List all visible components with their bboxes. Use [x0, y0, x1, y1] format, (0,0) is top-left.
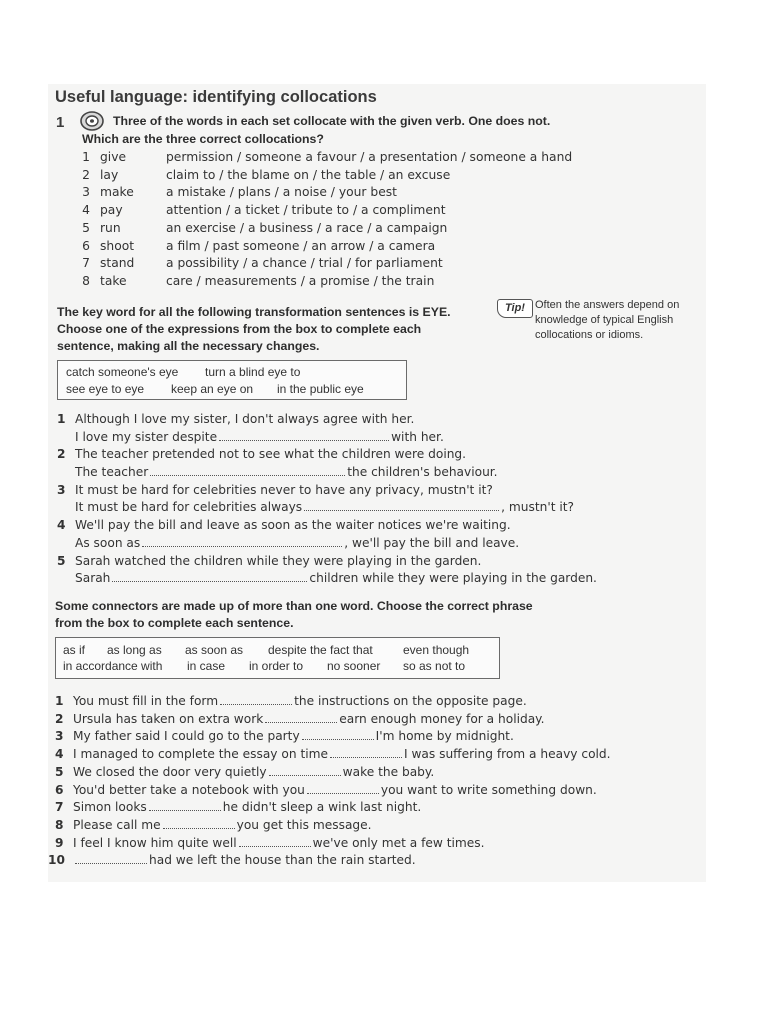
item-verb: stand — [100, 256, 135, 271]
sentence-start: We closed the door very quietly — [73, 764, 267, 779]
item-number: 6 — [82, 238, 90, 253]
answer-blank[interactable] — [220, 694, 292, 705]
sentence-end: the children's behaviour. — [347, 464, 498, 479]
sentence-start: I feel I know him quite well — [73, 835, 237, 850]
sentence-start: You must fill in the form — [73, 694, 219, 708]
sentence-number: 9 — [55, 835, 64, 850]
answer-blank[interactable] — [239, 836, 311, 847]
answer-blank[interactable] — [219, 430, 389, 441]
item-options: a mistake / plans / a noise / your best — [166, 185, 397, 200]
sentence-end: we've only met a few times. — [312, 835, 485, 850]
expression-option: in the public eye — [277, 382, 364, 396]
sentence-start: My father said I could go to the party — [73, 729, 300, 744]
sentence-end: I was suffering from a heavy cold. — [403, 747, 611, 762]
exercise-3-instruction-line1: Some connectors are made up of more than one word. Choose the correct phrase — [55, 599, 533, 613]
sentence-number: 1 — [55, 694, 64, 708]
connector-sentence — [73, 783, 597, 797]
sentence-end: , mustn't it? — [501, 500, 574, 515]
sentence-start: Ursula has taken on extra work — [73, 711, 264, 726]
item-verb: make — [100, 185, 134, 200]
answer-blank[interactable] — [149, 800, 221, 811]
item-options: attention / a ticket / tribute to / a compliment — [166, 203, 446, 218]
answer-blank[interactable] — [269, 765, 341, 776]
answer-blank[interactable] — [330, 747, 402, 758]
item-number: 8 — [82, 273, 90, 288]
item-number: 1 — [82, 150, 90, 164]
sentence-number: 10 — [48, 853, 65, 868]
answer-blank[interactable] — [112, 571, 307, 582]
connector-sentence — [73, 818, 372, 832]
item-number: 5 — [82, 220, 90, 235]
answer-blank[interactable] — [265, 712, 337, 723]
item-verb: pay — [100, 203, 123, 218]
exercise-2-instruction-line2: Choose one of the expressions from the box to complete each — [57, 322, 422, 336]
sentence-number: 8 — [55, 817, 64, 832]
connector-option: in order to — [249, 659, 304, 673]
audio-cd-icon — [80, 111, 104, 131]
item-number: 4 — [82, 203, 90, 218]
transformed-sentence — [75, 465, 498, 479]
connector-sentence — [73, 694, 527, 708]
sentence-number: 5 — [55, 764, 64, 779]
sentence-start: As soon as — [75, 535, 141, 550]
sentence-start: I managed to complete the essay on time — [73, 747, 328, 762]
connector-sentence — [73, 747, 611, 761]
exercise-2-instruction-line3: sentence, making all the necessary changes. — [57, 339, 320, 353]
sentence-start: Please call me — [73, 817, 161, 832]
item-verb: shoot — [100, 238, 135, 253]
sentence-number: 3 — [55, 729, 64, 744]
connector-sentence — [73, 800, 421, 814]
connector-option: as if — [63, 643, 86, 657]
connector-sentence — [73, 765, 434, 779]
answer-blank[interactable] — [163, 818, 235, 829]
connector-option: no sooner — [327, 659, 381, 673]
sentence-number: 5 — [57, 553, 66, 568]
sentence-end: , we'll pay the bill and leave. — [344, 535, 520, 550]
original-sentence: Although I love my sister, I don't always agree with her. — [75, 412, 415, 426]
answer-blank[interactable] — [302, 729, 374, 740]
sentence-number: 4 — [57, 518, 66, 533]
item-options: a possibility / a chance / trial / for parliament — [166, 256, 443, 271]
sentence-end: had we left the house than the rain started. — [149, 853, 416, 868]
connector-option: even though — [403, 643, 470, 657]
original-sentence: We'll pay the bill and leave as soon as the waiter notices we're waiting. — [75, 518, 511, 533]
item-verb: give — [100, 150, 127, 164]
exercise-1-number: 1 — [56, 114, 65, 131]
expression-option: see eye to eye — [66, 382, 145, 396]
original-sentence: It must be hard for celebrities never to have any privacy, mustn't it? — [75, 482, 493, 497]
connector-option: in case — [187, 659, 226, 673]
exercise-1-instruction-line2: Which are the three correct collocations? — [82, 132, 324, 146]
sentence-end: children while they were playing in the garden. — [309, 571, 597, 586]
tip-text: Often the answers depend on knowledge of typical English collocations or idioms. — [535, 299, 680, 341]
original-sentence: Sarah watched the children while they were playing in the garden. — [75, 553, 482, 568]
sentence-start: Sarah — [75, 571, 111, 586]
sentence-number: 2 — [55, 711, 64, 726]
connector-sentence — [73, 853, 416, 867]
section-title: Useful language: identifying collocations — [55, 88, 377, 106]
answer-blank[interactable] — [307, 783, 379, 794]
sentence-end: he didn't sleep a wink last night. — [222, 800, 422, 815]
transformed-sentence — [75, 536, 519, 550]
item-options: permission / someone a favour / a presentation / someone a hand — [166, 150, 573, 164]
sentence-number: 1 — [57, 412, 66, 426]
sentence-end: I'm home by midnight. — [375, 729, 514, 744]
item-number: 2 — [82, 167, 90, 182]
connector-option: despite the fact that — [268, 643, 373, 657]
sentence-start: You'd better take a notebook with you — [73, 782, 305, 797]
transformed-sentence — [75, 571, 597, 585]
sentence-start: I love my sister despite — [75, 429, 218, 444]
item-verb: run — [100, 220, 121, 235]
sentence-start: It must be hard for celebrities always — [75, 500, 303, 515]
sentence-end: wake the baby. — [342, 764, 435, 779]
exercise-3-instruction-line2: from the box to complete each sentence. — [55, 616, 294, 630]
transformed-sentence — [75, 430, 444, 444]
sentence-end: you get this message. — [236, 817, 372, 832]
item-number: 3 — [82, 185, 90, 200]
connector-option: as soon as — [185, 643, 244, 657]
item-verb: lay — [100, 167, 119, 182]
exercise-2-instruction-line1: The key word for all the following transformation sentences is EYE. — [57, 305, 451, 319]
connectors-box — [55, 637, 500, 679]
answer-blank[interactable] — [142, 536, 342, 547]
answer-blank[interactable] — [150, 465, 345, 476]
transformed-sentence — [75, 500, 574, 514]
expression-option: turn a blind eye to — [205, 365, 301, 379]
answer-blank[interactable] — [75, 853, 147, 864]
sentence-end: with her. — [391, 429, 444, 444]
eye-expressions-box — [57, 360, 407, 400]
sentence-number: 6 — [55, 782, 64, 797]
sentence-number: 2 — [57, 447, 66, 462]
connector-option: so as not to — [403, 659, 466, 673]
sentence-number: 3 — [57, 482, 66, 497]
original-sentence: The teacher pretended not to see what the children were doing. — [75, 447, 467, 462]
connector-option: as long as — [107, 643, 162, 657]
expression-option: catch someone's eye — [66, 365, 179, 379]
sentence-end: earn enough money for a holiday. — [339, 711, 545, 726]
sentence-end: you want to write something down. — [380, 782, 597, 797]
sentence-end: the instructions on the opposite page. — [294, 694, 527, 708]
item-number: 7 — [82, 256, 90, 271]
item-options: claim to / the blame on / the table / an excuse — [166, 167, 451, 182]
item-verb: take — [100, 273, 127, 288]
connector-sentence — [73, 729, 514, 743]
sentence-start: The teacher — [75, 464, 149, 479]
connector-sentence — [73, 836, 484, 850]
exercise-1-instruction-line1: Three of the words in each set collocate with the given verb. One does not. — [113, 114, 551, 128]
answer-blank[interactable] — [304, 500, 499, 511]
item-options: an exercise / a business / a race / a campaign — [166, 220, 448, 235]
tip-badge: Tip! — [497, 299, 533, 318]
connector-option: in accordance with — [63, 659, 163, 673]
connector-sentence — [73, 712, 545, 726]
item-options: a film / past someone / an arrow / a camera — [166, 238, 436, 253]
expression-option: keep an eye on — [171, 382, 254, 396]
sentence-start: Simon looks — [73, 800, 147, 815]
sentence-number: 4 — [55, 747, 64, 762]
sentence-number: 7 — [55, 800, 64, 815]
item-options: care / measurements / a promise / the train — [166, 273, 435, 288]
